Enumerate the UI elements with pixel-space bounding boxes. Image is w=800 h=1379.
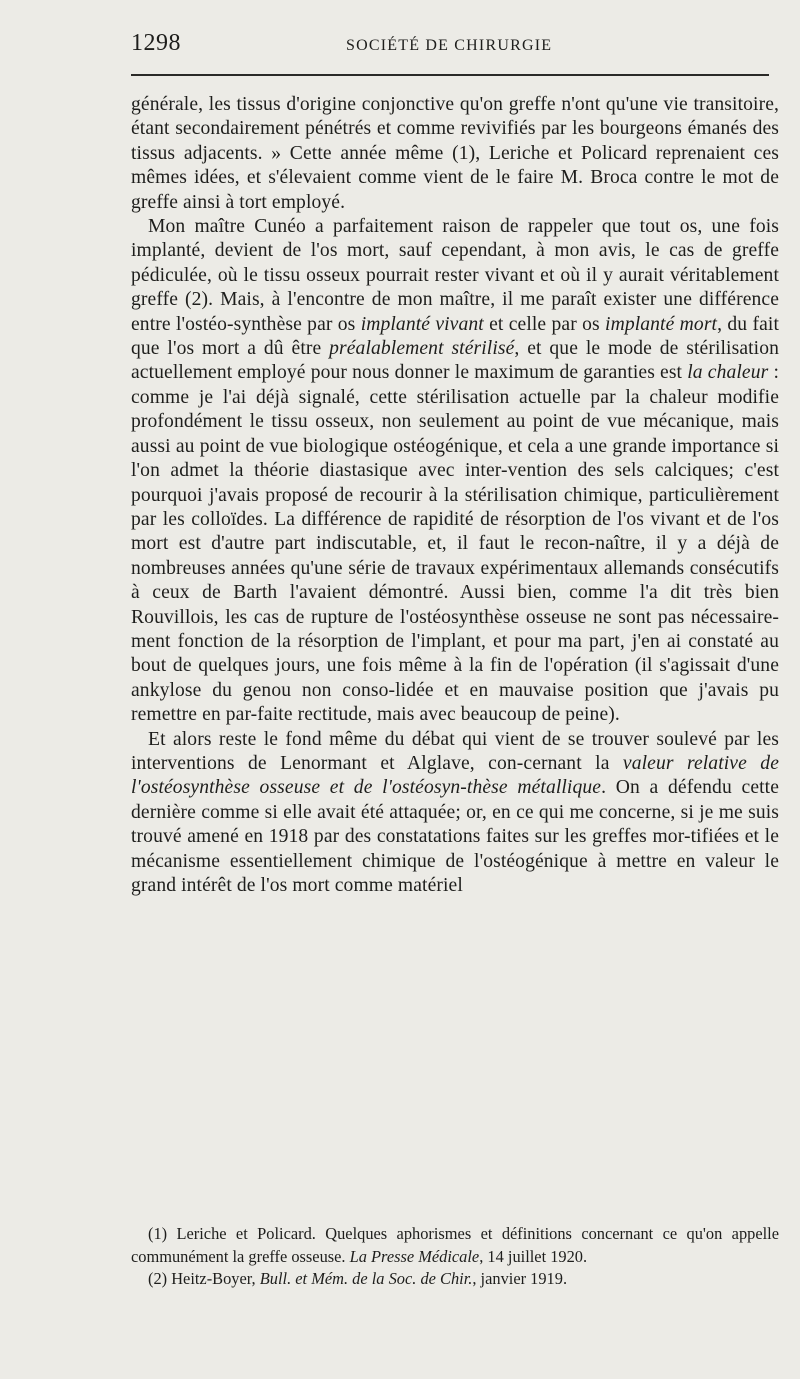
paragraph-1-text: générale, les tissus d'origine conjonctive qu'on greffe n'ont qu'une vie transitoire, étant secondairement pénétrés et comme revivifiés par les bourgeons émanés des tissus adjacents. » Cette année même (1), Leriche et Policard reprenaient ces mêmes idées, et s'élevaient comme vient de le faire M. Broca contre le mot de greffe ainsi à tort employé. [131,94,779,213]
body-text [131,93,779,898]
paragraph-2 [131,215,779,728]
paragraph-2-text-b: et celle par os [483,313,606,335]
footnote-1-italic: La Presse Médicale [349,1246,480,1266]
paragraph-2-italic-2: implanté mort [605,313,718,335]
paragraph-1 [131,93,779,215]
footnotes [131,1223,779,1291]
footnote-1-text-a: (1) Leriche et Policard. Quelques aphorismes et définitions concernant ce qu'on appelle communément la greffe osseuse. [131,1224,779,1266]
paragraph-3 [131,728,779,899]
running-head: SOCIÉTÉ DE CHIRURGIE [346,37,553,54]
paragraph-3-italic-1: valeur relative de l'ostéosynthèse osseuse et de l'ostéosyn-thèse métallique [131,752,779,799]
paragraph-2-text-c: , du fait que l'os mort a dû être [131,313,779,360]
footnote-1 [131,1223,779,1268]
page-header [131,30,770,70]
page-number: 1298 [131,30,181,56]
paragraph-2-text-d: , et que le mode de stérilisation actuellement employé pour nous donner le maximum de garanties est [131,338,780,384]
paragraph-3-text-b: . On a défendu cette dernière comme si elle avait été attaquée; or, en ce qui me concerne, si je me suis trouvé amené en 1918 par des constatations faites sur les greffes mor-tifiées et le mécanisme essentiellement chimique de l'ostéogénique à mettre en valeur le grand intérêt de l'os mort comme matériel [131,777,779,896]
paragraph-2-italic-3: préalablement stérilisé [329,338,515,360]
footnote-2 [131,1268,779,1291]
paragraph-2-text-a: Mon maître Cunéo a parfaitement raison de rappeler que tout os, une fois implanté, devient de l'os mort, sauf cependant, à mon avis, le cas de greffe pédiculée, où le tissu osseux pourrait rester vivant et où il y aurait véritablement greffe (2). Mais, à l'encontre de mon maître, il me paraît exister une différence entre l'ostéo-synthèse par os [131,216,779,335]
footnote-1-text-b: , 14 juillet 1920. [479,1246,588,1266]
paragraph-2-text-e: : comme je l'ai déjà signalé, cette stérilisation actuelle par la chaleur modifie profondément le tissu osseux, non seulement au point de vue mécanique, mais aussi au point de vue biologique ostéogénique, et cela a une grande importance si l'on admet la théorie diastasique avec inter-vention des sels calciques; c'est pourquoi j'avais proposé de recourir à la stérilisation chimique, particulièrement par les colloïdes. La différence de rapidité de résorption de l'os vivant et de l'os mort est d'autre part indiscutable, et, il faut le recon-naître, il y a déjà de nombreuses années qu'une série de travaux expérimentaux allemands consécutifs à ceux de Barth l'avaient démontré. Aussi bien, comme l'a dit très bien Rouvillois, les cas de rupture de l'ostéosynthèse osseuse ne sont pas nécessaire-ment fonction de la résorption de l'implant, et pour ma part, j'en ai constaté au bout de quelques jours, une fois même à la fin de l'opération (il s'agissait d'une ankylose du genou non conso-lidée et en mauvaise position que j'avais pu remettre en par-faite rectitude, mais avec beaucoup de peine). [131,362,780,726]
paragraph-2-italic-1: implanté vivant [360,313,484,335]
footnote-2-italic: Bull. et Mém. de la Soc. de Chir. [259,1269,473,1288]
footnote-2-text-b: , janvier 1919. [472,1269,568,1288]
paragraph-3-text-a: Et alors reste le fond même du débat qui vient de se trouver soulevé par les interventions de Lenormant et Alglave, con-cernant la [131,728,779,774]
header-rule [131,74,769,76]
footnote-2-text-a: (2) Heitz-Boyer, [148,1269,260,1288]
paragraph-2-italic-4: la chaleur [687,362,769,384]
